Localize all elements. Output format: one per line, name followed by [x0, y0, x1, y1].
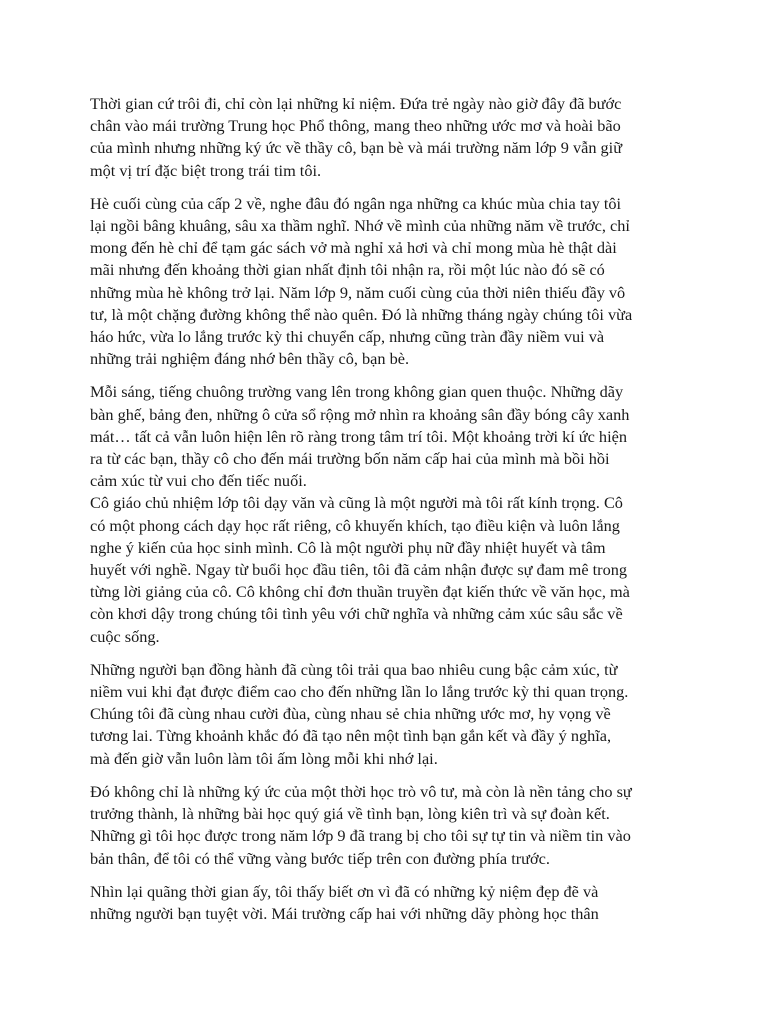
- text-line: bàn ghế, bảng đen, những ô cửa sổ rộng mở nhìn ra khoảng sân đầy bóng cây xanh: [90, 404, 630, 424]
- paragraph-4: [90, 492, 682, 647]
- text-line: những trải nghiệm đáng nhớ bên thầy cô, bạn bè.: [90, 349, 410, 369]
- document-page: [90, 93, 682, 936]
- paragraph-6: [90, 781, 682, 870]
- paragraph-2: [90, 193, 682, 371]
- text-line: mát… tất cả vẫn luôn hiện lên rõ ràng trong tâm trí tôi. Một khoảng trời kí ức hiện: [90, 426, 627, 446]
- text-line: huyết với nghề. Ngay từ buổi học đầu tiên, tôi đã cảm nhận được sự đam mê trong: [90, 560, 627, 580]
- text-line: Những người bạn đồng hành đã cùng tôi trải qua bao nhiêu cung bậc cảm xúc, từ: [90, 659, 618, 679]
- text-line: Nhìn lại quãng thời gian ấy, tôi thấy biết ơn vì đã có những kỷ niệm đẹp đẽ và: [90, 881, 599, 901]
- text-line: có một phong cách dạy học rất riêng, cô khuyến khích, tạo điều kiện và luôn lắng: [90, 515, 620, 535]
- text-line: ra từ các bạn, thầy cô cho đến mái trường bốn năm cấp hai của mình mà bồi hồi: [90, 449, 610, 469]
- text-line: Đó không chỉ là những ký ức của một thời học trò vô tư, mà còn là nền tảng cho sự: [90, 781, 632, 801]
- text-line: một vị trí đặc biệt trong trái tim tôi.: [90, 160, 322, 180]
- paragraph-5: [90, 659, 682, 770]
- text-line: Thời gian cứ trôi đi, chỉ còn lại những kỉ niệm. Đứa trẻ ngày nào giờ đây đã bước: [90, 94, 622, 113]
- text-line: từng lời giảng của cô. Cô không chỉ đơn thuần truyền đạt kiến thức về văn học, mà: [90, 582, 630, 602]
- text-line: niềm vui khi đạt được điểm cao cho đến những lần lo lắng trước kỳ thi quan trọng.: [90, 682, 629, 702]
- text-line: mãi nhưng đến khoảng thời gian nhất định tôi nhận ra, rồi một lúc nào đó sẽ có: [90, 260, 605, 280]
- text-line: tư, là một chặng đường không thể nào quên. Đó là những tháng ngày chúng tôi vừa: [90, 304, 633, 324]
- text-line: háo hức, vừa lo lắng trước kỳ thi chuyển cấp, nhưng cũng tràn đầy niềm vui và: [90, 327, 605, 347]
- text-line: cảm xúc từ vui cho đến tiếc nuối.: [90, 471, 307, 491]
- text-line: Hè cuối cùng của cấp 2 về, nghe đâu đó ngân nga những ca khúc mùa chia tay tôi: [90, 193, 622, 213]
- paragraph-3: [90, 381, 682, 492]
- text-line: mà đến giờ vẫn luôn làm tôi ấm lòng mỗi khi nhớ lại.: [90, 748, 438, 768]
- paragraph-1: [90, 93, 682, 182]
- text-line: Mỗi sáng, tiếng chuông trường vang lên trong không gian quen thuộc. Những dãy: [90, 382, 624, 402]
- text-line: của mình nhưng những ký ức về thầy cô, bạn bè và mái trường năm lớp 9 vẫn giữ: [90, 138, 623, 158]
- text-line: tương lai. Từng khoảnh khắc đó đã tạo nên một tình bạn gắn kết và đầy ý nghĩa,: [90, 726, 612, 746]
- text-line: những mùa hè không trở lại. Năm lớp 9, năm cuối cùng của thời niên thiếu đầy vô: [90, 282, 626, 302]
- text-line: Chúng tôi đã cùng nhau cười đùa, cùng nhau sẻ chia những ước mơ, hy vọng về: [90, 704, 611, 724]
- text-line: cuộc sống.: [90, 626, 160, 646]
- text-line: Cô giáo chủ nhiệm lớp tôi dạy văn và cũng là một người mà tôi rất kính trọng. Cô: [90, 493, 623, 513]
- text-line: nghe ý kiến của học sinh mình. Cô là một người phụ nữ đầy nhiệt huyết và tâm: [90, 537, 606, 557]
- text-line: trưởng thành, là những bài học quý giá về tình bạn, lòng kiên trì và sự đoàn kết.: [90, 804, 610, 824]
- text-line: bản thân, để tôi có thể vững vàng bước tiếp trên con đường phía trước.: [90, 848, 550, 868]
- text-line: còn khơi dậy trong chúng tôi tình yêu với chữ nghĩa và những cảm xúc sâu sắc về: [90, 604, 623, 624]
- text-line: chân vào mái trường Trung học Phổ thông, mang theo những ước mơ và hoài bão: [90, 116, 621, 136]
- text-line: mong đến hè chỉ để tạm gác sách vở mà nghỉ xả hơi và chỉ mong mùa hè thật dài: [90, 238, 617, 258]
- text-line: lại ngồi bâng khuâng, sâu xa thầm nghĩ. Nhớ về mình của những năm về trước, chỉ: [90, 216, 630, 236]
- paragraph-7: [90, 881, 682, 925]
- text-line: những người bạn tuyệt vời. Mái trường cấp hai với những dãy phòng học thân: [90, 903, 599, 923]
- text-line: Những gì tôi học được trong năm lớp 9 đã trang bị cho tôi sự tự tin và niềm tin vào: [90, 826, 631, 846]
